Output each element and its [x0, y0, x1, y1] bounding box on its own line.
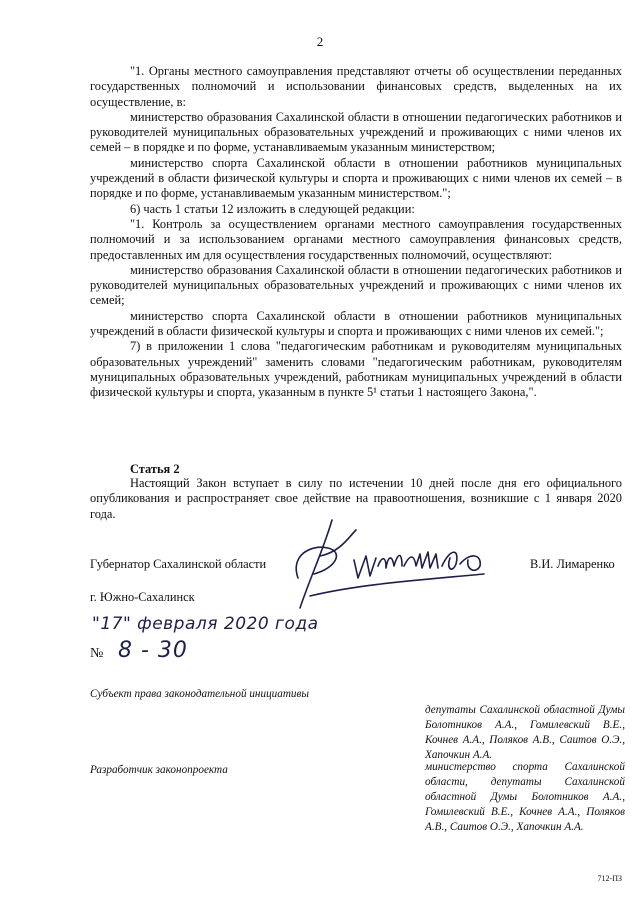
governor-name: В.И. Лимаренко — [530, 557, 615, 571]
bill-developer-value: министерство спорта Сахалинской области, депутаты Сахалинской областной Думы Болотников А.А., Гомилевский В.Е., Кочнев А.А., Поляков А.В., Саитов О.Э., Хапочкин А.А. — [425, 761, 625, 833]
paragraph-control-intro: "1. Контроль за осуществлением органами местного самоуправления государственных полномочий и за использованием органами местного самоуправления финансовых средств, предоставленных им для осуществления государственных полномочий, осуществляют: — [90, 216, 622, 262]
legislative-subject-label: Субъект права законодательной инициативы — [90, 688, 309, 700]
paragraph-ministry-education-control: министерство образования Сахалинской области в отношении педагогических работников и руководителей муниципальных образовательных учреждений и проживающих с ними членов их семей; — [90, 262, 622, 308]
paragraph-item-7: 7) в приложении 1 слова "педагогическим работникам и руководителям муниципальных образовательных учреждений" заменить словами "педагогическим работникам, руководителям муниципальных образовательных учреждений, работникам муниципальных учреждений в области физической культуры и спорта, указанным в пункте 5¹ статьи 1 настоящего Закона,". — [90, 339, 622, 400]
paragraph-ministry-sport-reports: министерство спорта Сахалинской области в отношении работников муниципальных учреждений в области физической культуры и спорта и проживающих с ними членов их семей – в порядке и по форме, устанавливаемым указанным министерством."; — [90, 155, 622, 201]
law-amendments-body — [90, 64, 622, 401]
article-2-title: Статья 2 — [130, 462, 180, 476]
paragraph-item-6: 6) часть 1 статьи 12 изложить в следующей редакции: — [130, 201, 415, 216]
governor-title: Губернатор Сахалинской области — [90, 557, 267, 571]
city: г. Южно-Сахалинск — [90, 590, 195, 604]
law-number-label: № — [90, 646, 104, 661]
paragraph-ministry-education-reports: министерство образования Сахалинской области в отношении педагогических работников и руководителей муниципальных образовательных учреждений и проживающих с ними членов их семей – в порядке и по форме, устанавливаемым указанным министерством; — [90, 109, 622, 155]
paragraph-ministry-sport-control: министерство спорта Сахалинской области в отношении работников муниципальных учреждений в области физической культуры и спорта и проживающих с ними членов их семей."; — [90, 308, 622, 339]
signing-date-handwritten: "17" февраля 2020 года — [92, 614, 319, 634]
handwritten-signature — [270, 508, 510, 618]
legislative-subject-value: депутаты Сахалинской областной Думы Болотников А.А., Гомилевский В.Е., Кочнев А.А., Поляков А.В., Саитов О.Э., Хапочкин А.А. — [425, 704, 625, 761]
footer-code: 712-ПЗ — [597, 874, 622, 883]
paragraph-reports-intro: "1. Органы местного самоуправления представляют отчеты об осуществлении переданных государственных полномочий и использовании финансовых средств, выделенных на их осуществление, в: — [90, 64, 622, 109]
bill-developer-label: Разработчик законопроекта — [90, 764, 228, 776]
page-number: 2 — [316, 34, 324, 49]
article-2-text: Настоящий Закон вступает в силу по истечении 10 дней после дня его официального опубликования и распространяет свое действие на правоотношения, возникшие с 1 января 2020 года. — [90, 476, 622, 521]
law-number-handwritten: 8 - 30 — [118, 638, 188, 663]
